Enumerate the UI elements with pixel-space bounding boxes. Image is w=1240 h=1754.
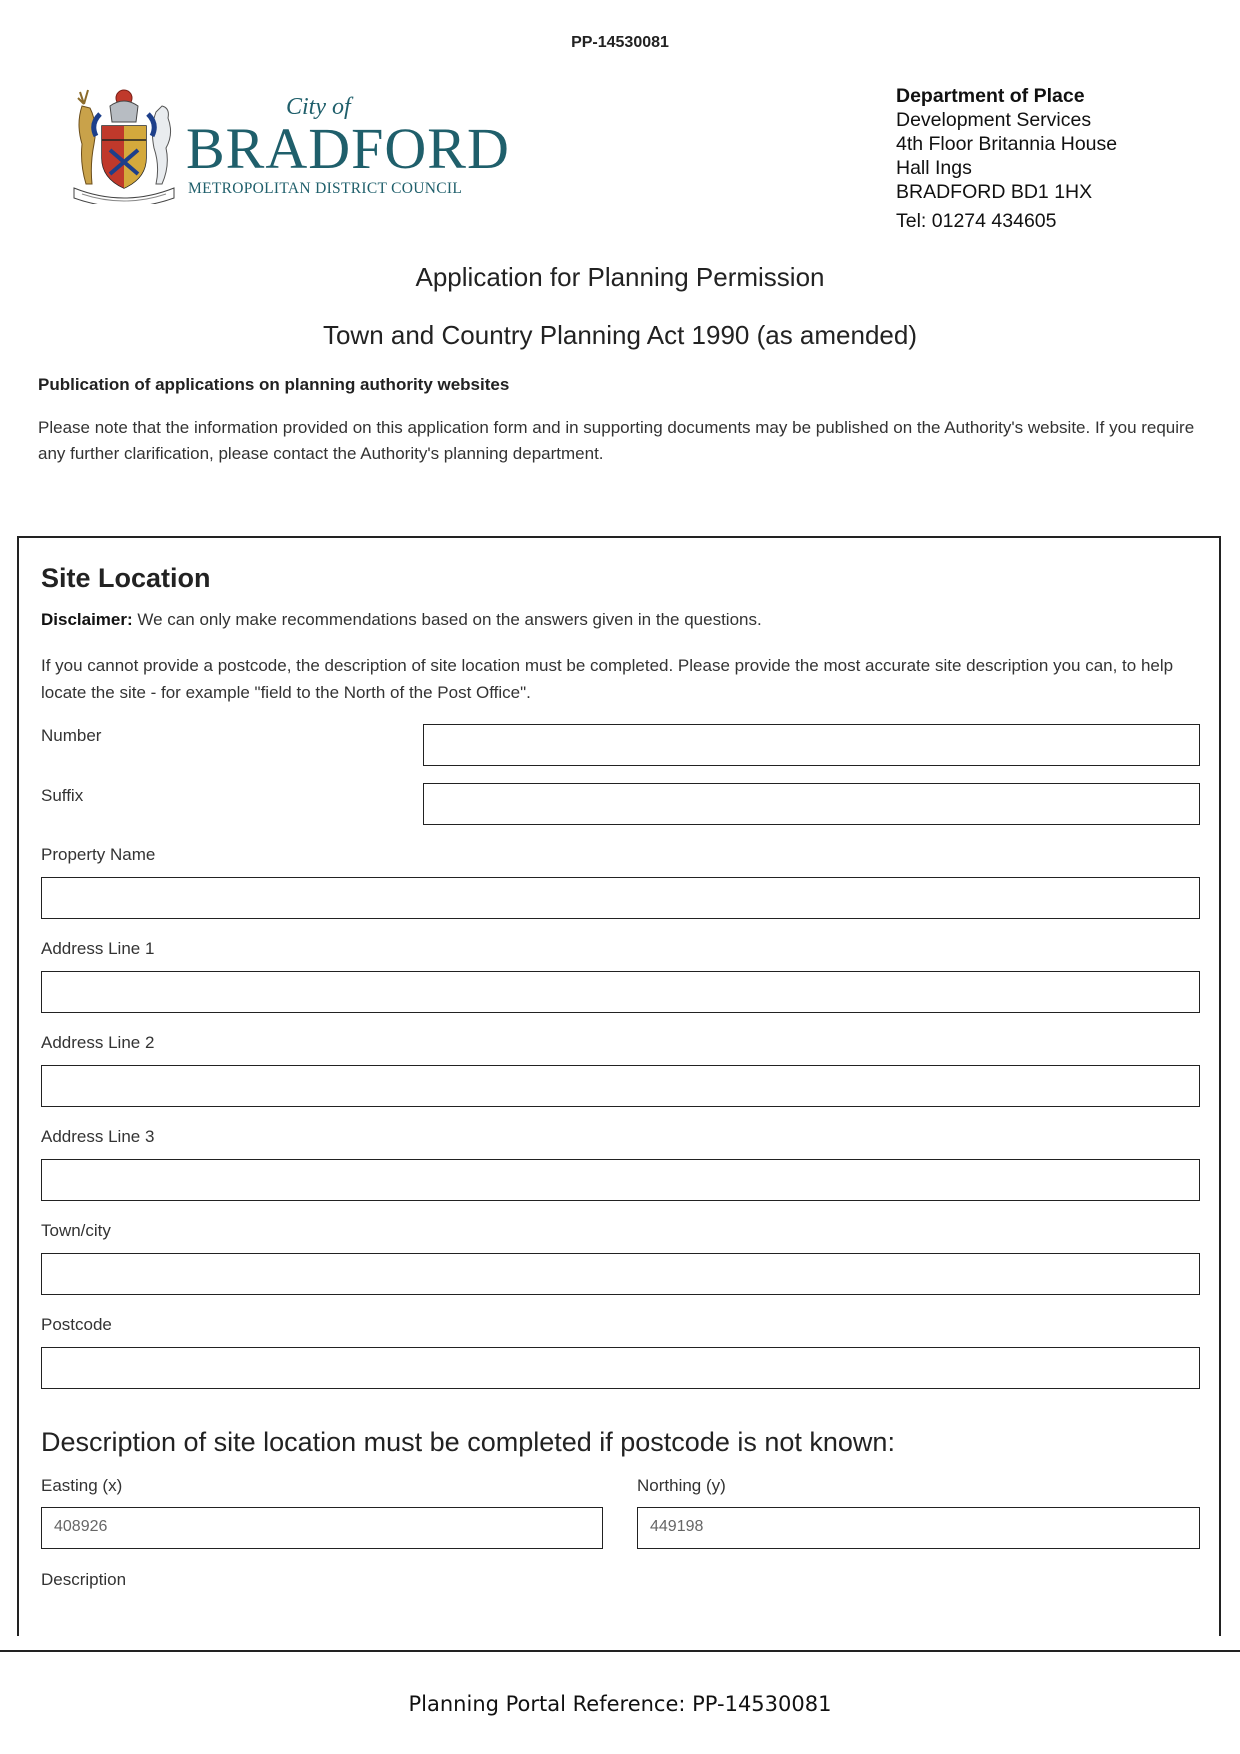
postcode-field[interactable]	[41, 1347, 1200, 1389]
property-name-label: Property Name	[41, 845, 156, 864]
publication-heading: Publication of applications on planning authority websites	[38, 375, 510, 394]
address-line: Hall Ings	[896, 157, 972, 179]
postcode-label: Postcode	[41, 1315, 112, 1334]
northing-field[interactable]: 449198	[637, 1507, 1200, 1549]
address-line-2-field[interactable]	[41, 1065, 1200, 1107]
town-city-label: Town/city	[41, 1221, 111, 1240]
form-title: Application for Planning Permission	[415, 262, 825, 292]
footer-reference: Planning Portal Reference: PP-14530081	[408, 1692, 832, 1716]
form-act-title: Town and Country Planning Act 1990 (as amended)	[322, 320, 918, 350]
suffix-field[interactable]	[423, 783, 1200, 825]
footer-divider	[0, 1650, 1240, 1652]
description-heading: Description of site location must be completed if postcode is not known:	[41, 1427, 895, 1457]
publication-text: Please note that the information provided on this application form and in supporting documents may be published on the Authority's website. If you require any further clarification, please contact the Authority's planning department.	[38, 418, 1195, 463]
site-info-text: If you cannot provide a postcode, the description of site location must be completed. Please provide the most accurate site description you can, to help locate the site - for example "field to the North of the Post Office".	[41, 656, 1174, 702]
easting-label: Easting (x)	[41, 1476, 123, 1495]
description-label: Description	[41, 1570, 127, 1589]
number-field[interactable]	[423, 724, 1200, 766]
northing-label: Northing (y)	[637, 1476, 726, 1495]
telephone: Tel: 01274 434605	[896, 210, 1057, 232]
address-line-2-label: Address Line 2	[41, 1033, 155, 1052]
department-name: Department of Place	[896, 85, 1085, 107]
suffix-label: Suffix	[41, 786, 84, 805]
address-line-3-label: Address Line 3	[41, 1127, 155, 1146]
address-line: Development Services	[896, 109, 1092, 131]
council-logo	[70, 84, 510, 204]
coat-of-arms-icon	[70, 84, 178, 204]
logo-subtitle: METROPOLITAN DISTRICT COUNCIL	[188, 180, 463, 197]
property-name-field[interactable]	[41, 877, 1200, 919]
disclaimer-label: Disclaimer:	[41, 610, 133, 629]
disclaimer-text: We can only make recommendations based on the answers given in the questions.	[132, 610, 762, 629]
town-city-field[interactable]	[41, 1253, 1200, 1295]
address-line: BRADFORD BD1 1HX	[896, 181, 1093, 203]
disclaimer	[41, 610, 762, 630]
easting-field[interactable]: 408926	[41, 1507, 603, 1549]
address-line-1-label: Address Line 1	[41, 939, 155, 958]
top-reference: PP-14530081	[571, 34, 669, 51]
address-line: 4th Floor Britannia House	[896, 133, 1118, 155]
section-title: Site Location	[41, 563, 211, 593]
logo-city-of: City of	[286, 94, 351, 120]
address-line-3-field[interactable]	[41, 1159, 1200, 1201]
number-label: Number	[41, 726, 102, 745]
address-line-1-field[interactable]	[41, 971, 1200, 1013]
logo-name: BRADFORD	[186, 116, 510, 181]
council-address	[896, 84, 1117, 233]
